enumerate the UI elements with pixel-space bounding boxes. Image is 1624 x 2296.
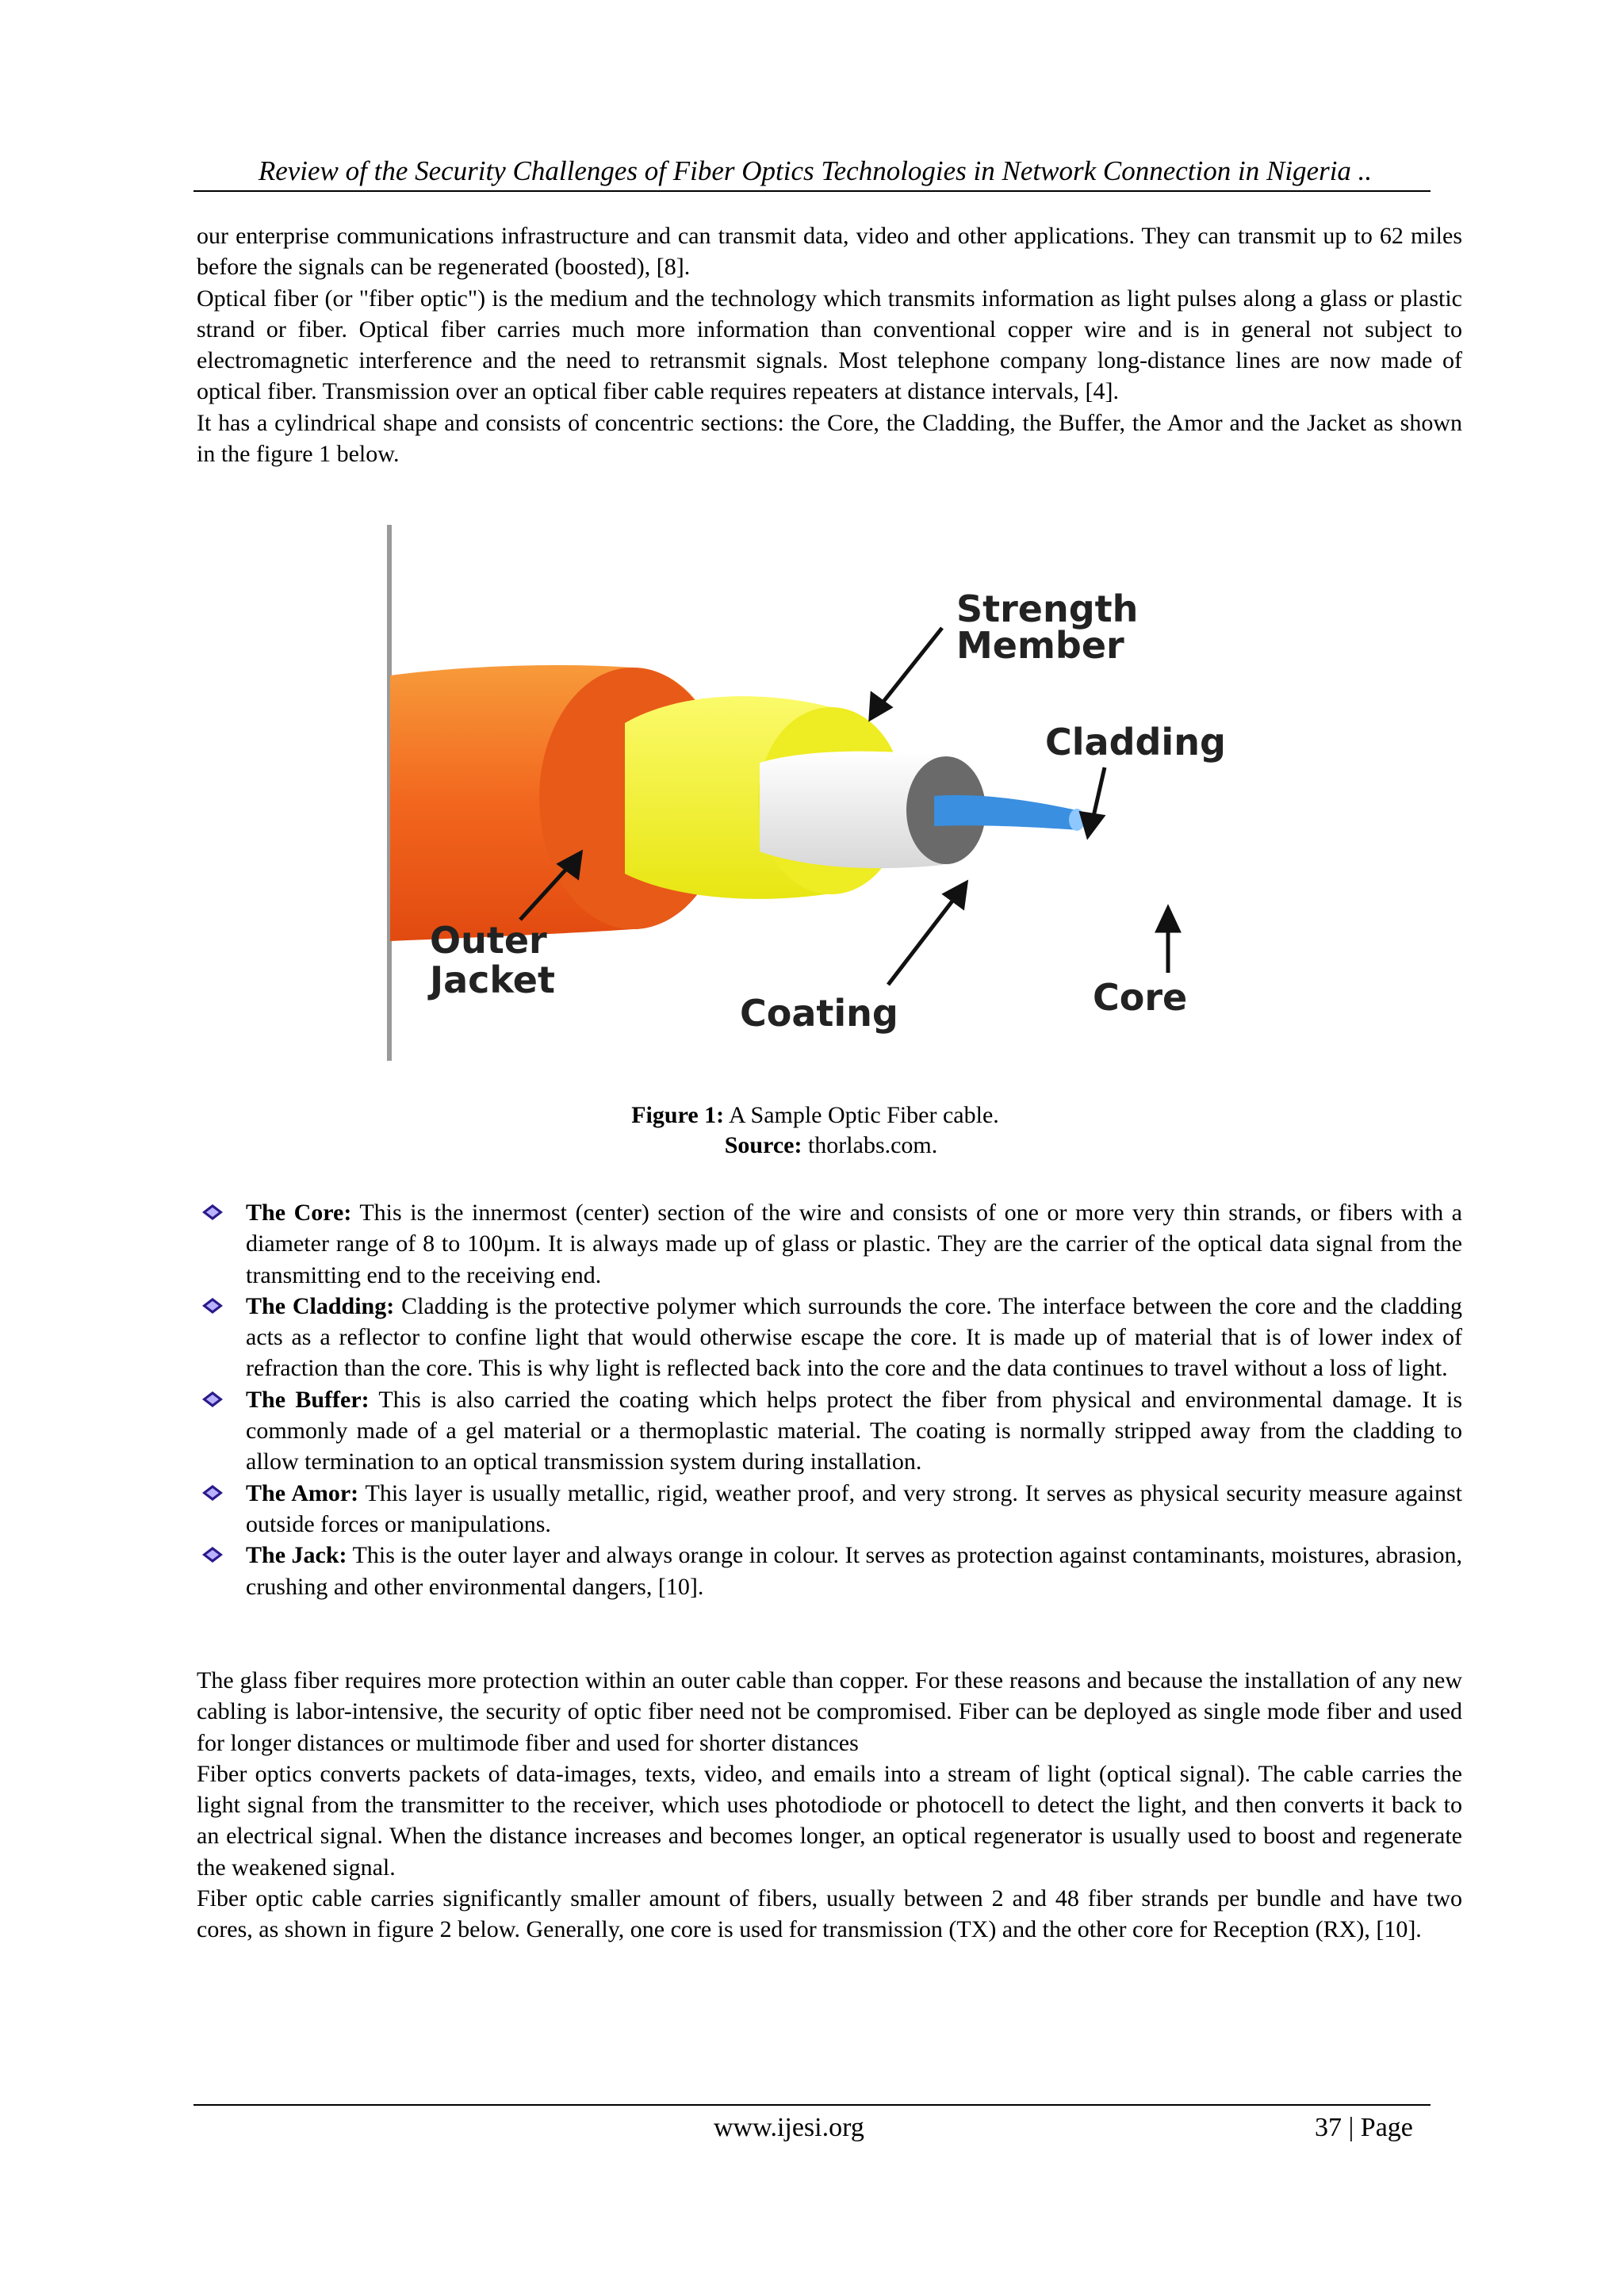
fiber-sections-list [197,1197,1462,1602]
arrow-cladding [1093,767,1105,820]
footer-url: www.ijesi.org [714,2113,864,2142]
arrowhead-core [1158,909,1178,931]
intro-paragraph-2: Optical fiber (or "fiber optic") is the medium and the technology which transmits information as light pulses along a glass or plastic strand or fiber. Optical fiber carries much more information than conventional copper wire and is in general not subject to electromagnetic interference and the need to retransmit signals. Most telephone company long-distance lines are now made of optical fiber. Transmission over an optical fiber cable requires repeaters at distance intervals, [4]. [197,285,1462,405]
diamond-bullet-icon [201,1484,224,1502]
list-item-amor [197,1478,1462,1540]
figure-source [197,1131,1434,1161]
list-item-jack [197,1540,1462,1602]
fiber-cable-illustration [387,525,1256,1061]
list-item-core [197,1197,1462,1291]
figure-caption [197,1100,1434,1131]
footer-rule [193,2104,1431,2106]
diamond-bullet-icon [201,1297,224,1314]
label-member: Member [956,624,1124,667]
body-section [197,1665,1462,1946]
label-outer: Outer [430,919,547,962]
header-rule [193,190,1431,192]
diamond-bullet-icon [201,1546,224,1563]
running-title: Review of the Security Challenges of Fiber Optics Technologies in Network Connection in Nigeria .. [258,155,1373,186]
label-core: Core [1093,976,1188,1019]
list-text: Cladding is the protective polymer which surrounds the core. The interface between the core and the cladding acts as a reflector to confine light that would otherwise escape the core. It is made up of material that is of lower index of refraction than the core. This is why light is reflected back into the core and the data continues to travel without a loss of light. [246,1292,1463,1382]
list-term: The Jack: [246,1542,347,1569]
intro-paragraph-1: our enterprise communications infrastructure and can transmit data, video and other applications. They can transmit up to 62 miles before the signals can be regenerated (boosted), [8]. [197,223,1462,281]
intro-paragraph-3: It has a cylindrical shape and consists of concentric sections: the Core, the Cladding, the Buffer, the Amor and the Jacket as shown in the figure 1 below. [197,409,1462,468]
list-text: This is also carried the coating which helps protect the fiber from physical and environmental damage. It is commonly made of a gel material or a thermoplastic material. The coating is normally stripped away from the cladding to allow termination to an optical transmission system during installation. [246,1386,1462,1475]
page-number: 37 | Page [1315,2113,1413,2142]
body-paragraph-3: Fiber optic cable carries significantly smaller amount of fibers, usually between 2 and 48 fiber strands per bundle and have two cores, as shown in figure 2 below. Generally, one core is used for transmission (TX) and the other core for Reception (RX), [10]. [197,1885,1462,1943]
diamond-bullet-icon [201,1203,224,1221]
arrow-coating [888,896,956,985]
figure-source-text: thorlabs.com. [802,1132,938,1158]
list-term: The Buffer: [246,1386,370,1413]
list-item-buffer [197,1384,1462,1478]
label-jacket: Jacket [430,959,555,1001]
list-text: This is the innermost (center) section of the wire and consists of one or more very thin strands, or fibers with a diameter range of 8 to 100µm. It is always made up of glass or plastic. They are the carrier of the optical data signal from the transmitting end to the receiving end. [246,1200,1462,1288]
diamond-bullet-icon [201,1391,224,1408]
body-paragraph-1: The glass fiber requires more protection within an outer cable than copper. For these reasons and because the installation of any new cabling is labor-intensive, the security of optic fiber need not be compromised. Fiber can be deployed as single mode fiber and used for longer distances or multimode fiber and used for shorter distances [197,1667,1462,1756]
figure-source-label: Source: [724,1132,802,1158]
arrowhead-cladding [1082,813,1102,836]
label-coating: Coating [740,992,898,1035]
figure-caption-text: A Sample Optic Fiber cable. [724,1102,999,1128]
body-paragraph-2: Fiber optics converts packets of data-images, texts, video, and emails into a stream of light (optical signal). The cable carries the light signal from the transmitter to the receiver, which uses photodiode or photocell to detect the light, and then converts it back to an electrical signal. When the distance increases and becomes longer, an optical regenerator is usually used to boost and regenerate the weakened signal. [197,1760,1462,1881]
figure-caption-label: Figure 1: [631,1102,725,1128]
list-term: The Core: [246,1200,352,1226]
list-term: The Cladding: [246,1292,395,1319]
arrow-strength-member [880,628,942,706]
label-strength: Strength [956,587,1139,630]
fiber-cable-figure [387,525,1256,1061]
list-term: The Amor: [246,1479,359,1506]
intro-section [197,220,1462,469]
list-item-cladding [197,1291,1462,1384]
core-shape [934,795,1078,830]
list-text: This layer is usually metallic, rigid, weather proof, and very strong. It serves as physical security measure against outside forces or manipulations. [246,1479,1462,1537]
label-cladding: Cladding [1045,721,1226,763]
list-text: This is the outer layer and always orange in colour. It serves as protection against contaminants, moistures, abrasion, crushing and other environmental dangers, [10]. [246,1542,1462,1600]
